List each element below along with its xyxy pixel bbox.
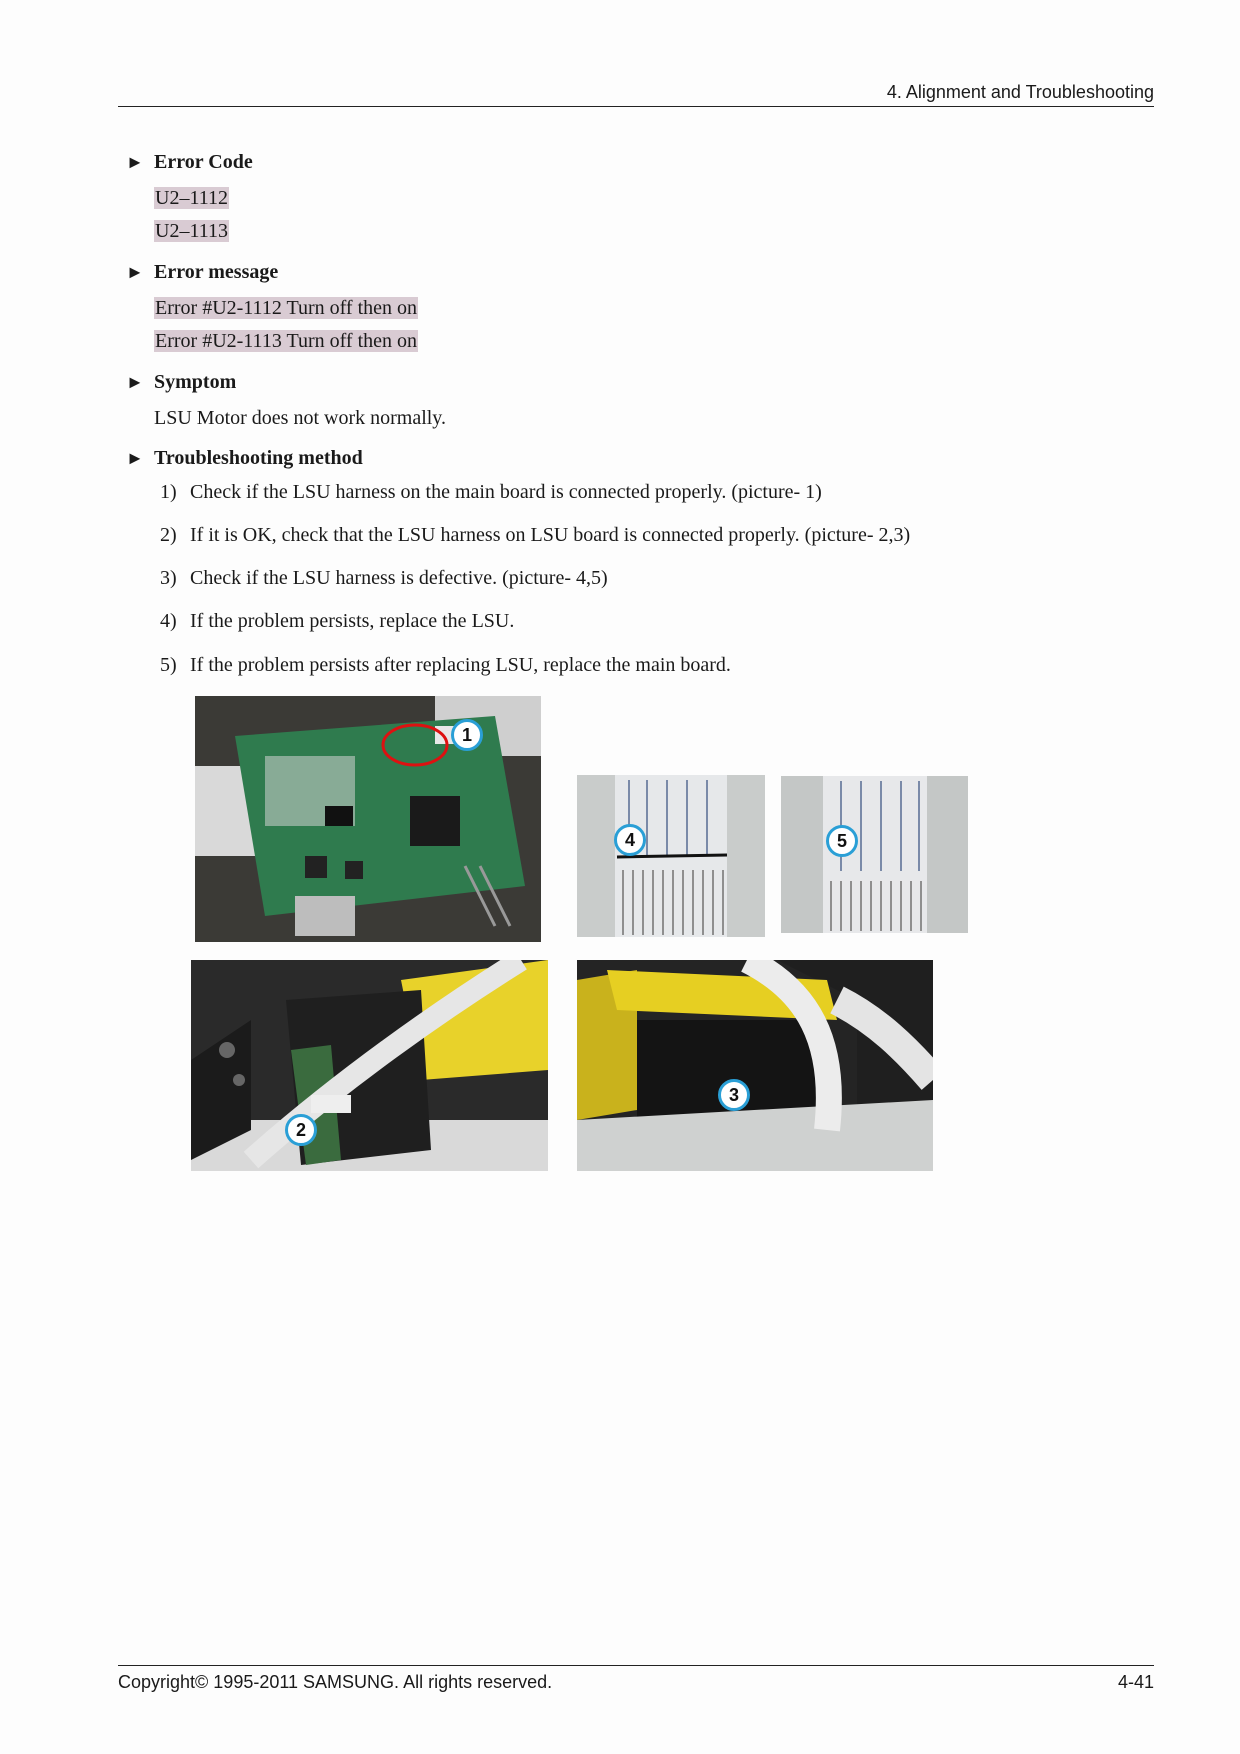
picture-number-badge: 2 bbox=[285, 1114, 317, 1146]
troubleshooting-section bbox=[126, 444, 363, 472]
picture-number-badge: 1 bbox=[451, 719, 483, 751]
picture-number-badge: 4 bbox=[614, 824, 646, 856]
arrow-bullet-icon: ► bbox=[126, 448, 144, 468]
main-board-photo bbox=[195, 696, 541, 942]
arrow-bullet-icon: ► bbox=[126, 372, 144, 392]
step-item: 3) Check if the LSU harness is defective. (picture- 4,5) bbox=[160, 567, 608, 589]
symptom-text: LSU Motor does not work normally. bbox=[154, 407, 447, 429]
step-item: 4) If the problem persists, replace the LSU. bbox=[160, 610, 515, 632]
error-message-item: Error #U2-1112 Turn off then on bbox=[155, 297, 418, 319]
error-code-item: U2–1113 bbox=[155, 220, 228, 242]
chapter-title: 4. Alignment and Troubleshooting bbox=[886, 82, 1154, 102]
lsu-board-photo bbox=[191, 960, 548, 1171]
flat-cable-photo bbox=[577, 775, 765, 937]
picture-number-badge: 5 bbox=[826, 825, 858, 857]
copyright-text: Copyright© 1995-2011 SAMSUNG. All rights reserved. bbox=[118, 1672, 553, 1692]
arrow-bullet-icon: ► bbox=[126, 152, 144, 172]
step-item: 2) If it is OK, check that the LSU harness on LSU board is connected properly. (picture- 2,3) bbox=[160, 524, 911, 546]
arrow-bullet-icon: ► bbox=[126, 262, 144, 282]
error-code-section bbox=[126, 148, 253, 248]
section-title: Error Code bbox=[154, 151, 253, 173]
step-item: 1) Check if the LSU harness on the main board is connected properly. (picture- 1) bbox=[160, 481, 822, 503]
flat-cable-photo bbox=[781, 776, 968, 933]
section-title: Troubleshooting method bbox=[154, 447, 363, 469]
page-header bbox=[118, 80, 1154, 107]
step-item: 5) If the problem persists after replacing LSU, replace the main board. bbox=[160, 654, 731, 676]
error-message-item: Error #U2-1113 Turn off then on bbox=[155, 330, 418, 352]
page-number: 4-41 bbox=[1117, 1672, 1154, 1692]
lsu-unit-photo bbox=[577, 960, 933, 1171]
symptom-section bbox=[126, 368, 446, 435]
picture-number-badge: 3 bbox=[718, 1079, 750, 1111]
error-code-item: U2–1112 bbox=[155, 187, 228, 209]
section-title: Symptom bbox=[154, 371, 237, 393]
page-footer bbox=[118, 1665, 1154, 1692]
section-title: Error message bbox=[154, 261, 279, 283]
error-message-section bbox=[126, 258, 418, 358]
